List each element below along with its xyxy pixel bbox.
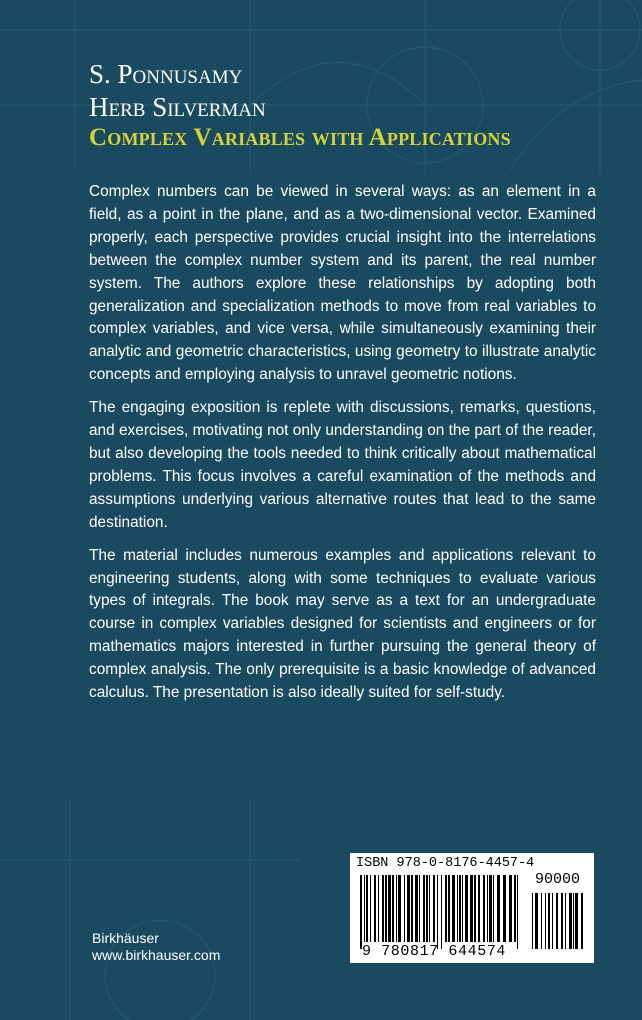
- description: [89, 181, 596, 715]
- authors: [89, 58, 266, 124]
- publisher-block: [92, 930, 220, 964]
- book-title: Complex Variables with Applications: [89, 124, 511, 151]
- author-2: Herb Silverman: [89, 92, 266, 122]
- publisher-name: Birkhäuser: [92, 930, 159, 946]
- isbn-barcode: [350, 853, 594, 963]
- description-paragraph-3: The material includes numerous examples and applications relevant to engineering students, along with some techniques to evaluate various types of integrals. The book may serve as a text for an undergraduate course in complex variables designed for scientists and engineers or for mathematics majors interested in further pursuing the general theory of complex analysis. The only prerequisite is a basic knowledge of advanced calculus. The presentation is also ideally suited for self-study.: [89, 546, 596, 702]
- barcode-digits: 9 780817 644574: [362, 943, 507, 960]
- isbn-label: ISBN 978-0-8176-4457-4: [356, 856, 535, 871]
- author-1: S. Ponnusamy: [89, 59, 243, 89]
- publisher-website: www.birkhauser.com: [92, 947, 221, 963]
- barcode-addon: 90000: [535, 871, 581, 888]
- description-paragraph-1: Complex numbers can be viewed in several ways: as an element in a field, as a point in the plane, and as a two-dimensional vector. Examined properly, each perspective provides crucial insight into the interrelations between the complex number system and its parent, the real number system. The authors explore these relationships by adopting both generalization and specialization methods to move from real variables to complex variables, and vice versa, while simultaneously examining their analytic and geometric characteristics, using geometry to illustrate analytic concepts and employing analysis to unravel geometric notions.: [89, 183, 596, 384]
- description-paragraph-2: The engaging exposition is replete with discussions, remarks, questions, and exercises, motivating not only understanding on the part of the reader, but also developing the tools needed to think critically about mathematical problems. This focus involves a careful examination of the methods and assumptions underlying various alternative routes that lead to the same destination.: [89, 399, 596, 531]
